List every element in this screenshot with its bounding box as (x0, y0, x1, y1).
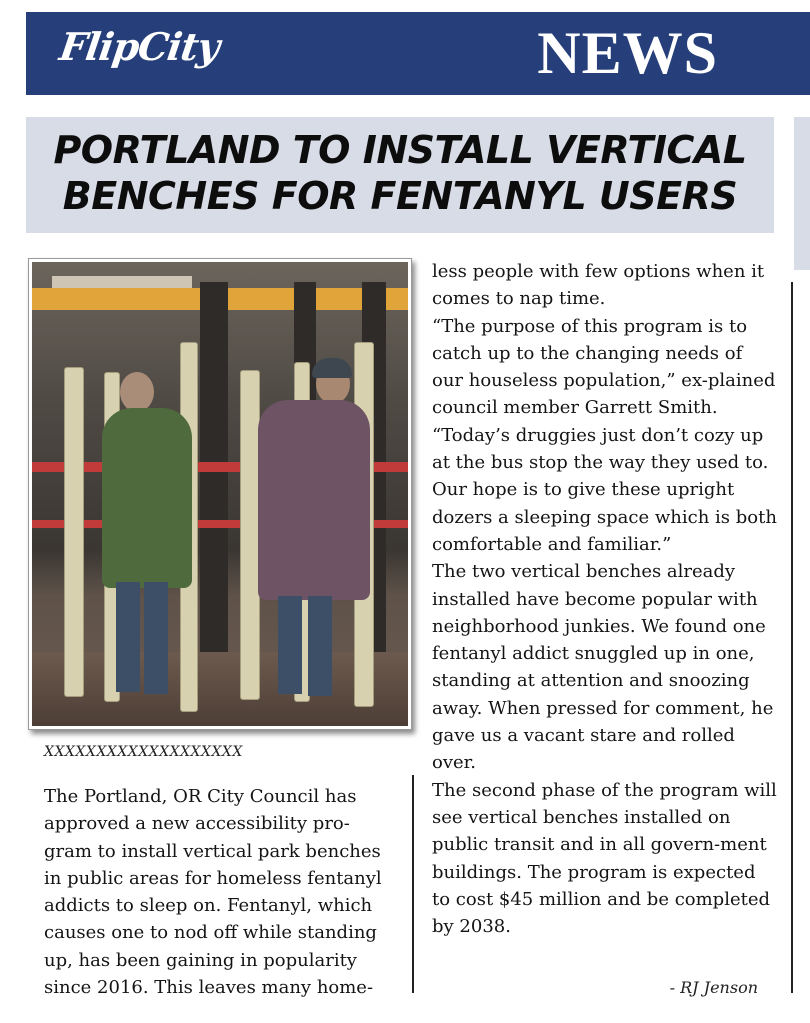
figure-legs (308, 596, 332, 696)
column-divider (412, 775, 414, 993)
article-paragraph: The second phase of the program will see vertical benches installed on public transit and in all govern-ment buildings. The program is expected to cost $45 million and be completed by 2038. (432, 779, 777, 938)
figure-coat-purple (258, 400, 370, 600)
flipcity-logo: FlipCity (56, 24, 222, 69)
figure-head (120, 372, 154, 412)
page-divider (791, 282, 793, 993)
ground (32, 652, 408, 726)
article-paragraph: less people with few options when it comes to nap time. (432, 261, 765, 310)
door-frame-left (200, 282, 228, 702)
figure-legs (116, 582, 140, 692)
article-photo (28, 258, 412, 730)
figure-coat-green (102, 408, 192, 588)
headline-box (26, 117, 774, 233)
figure-legs (144, 582, 168, 694)
headline-line-1: PORTLAND TO INSTALL VERTICAL (53, 128, 747, 172)
bench-slat (240, 370, 260, 700)
bench-slat (64, 367, 84, 697)
bus-sign (52, 276, 192, 288)
byline: - RJ Jenson (669, 978, 758, 997)
article-column-right (432, 258, 777, 940)
figure-legs (278, 596, 302, 694)
beanie (312, 358, 352, 378)
masthead (26, 12, 810, 95)
headline-line-2: BENCHES FOR FENTANYL USERS (62, 174, 738, 218)
article-paragraph: “The purpose of this program is to catch up to the changing needs of our houseless population,” ex-plained council member Garrett Smith. “Today’s druggies just don’t cozy up at the bus stop the way they used to. Our hope is to give these upright dozers a sleeping space which is both comfortable and familiar.” (432, 315, 777, 555)
photo-image (32, 262, 408, 726)
section-title: NEWS (537, 20, 718, 86)
article-paragraph: The two vertical benches already installed have become popular with neighborhood junkies. We found one fentanyl addict snuggled up in one, standing at attention and snoozing away. When pressed for comment, he gave us a vacant stare and rolled over. (432, 561, 774, 774)
photo-caption: XXXXXXXXXXXXXXXXXXX (44, 744, 243, 760)
article-paragraph: The Portland, OR City Council has approved a new accessibility pro-gram to install vertical park benches in public areas for homeless fentanyl addicts to sleep on. Fentanyl, which causes one to nod off while standing up, has been gaining in popularity since 2016. This leaves many home- (44, 786, 382, 999)
side-tab (794, 117, 810, 270)
headline (26, 127, 774, 219)
article-column-left (44, 783, 396, 1001)
